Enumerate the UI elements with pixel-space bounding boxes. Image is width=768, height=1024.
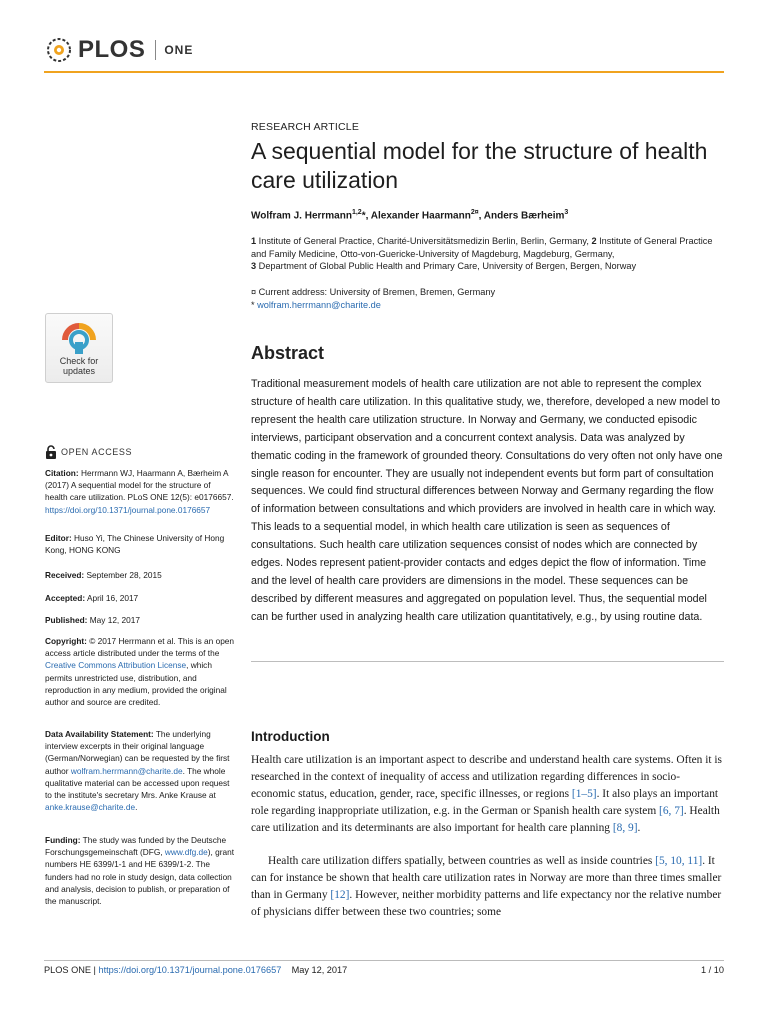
footer-citation	[44, 965, 347, 975]
published-date: May 12, 2017	[87, 615, 141, 625]
affiliation-number: 1	[251, 236, 257, 246]
intro-paragraph-2	[251, 853, 723, 921]
citation-text: Herrmann WJ, Haarmann A, Bærheim A (2017) A sequential model for the structure of health care utilization. PLoS ONE 12(5): e0176657.	[45, 468, 234, 503]
open-access-badge	[45, 445, 132, 459]
abstract-heading: Abstract	[251, 343, 325, 363]
article-type: RESEARCH ARTICLE	[251, 121, 360, 133]
reference-link[interactable]: [6, 7]	[659, 804, 684, 817]
data-availability-text: . The whole qualitative material can be accessed upon request to the institute's secretary Mrs. Anke Krause at	[45, 765, 230, 801]
intro-text: . However, neither morbidity patterns and life expectancy nor the relative number of physicians differ between these two countries; some	[251, 888, 722, 918]
dfg-link[interactable]: www.dfg.de	[164, 847, 208, 858]
intro-text: .	[637, 821, 641, 834]
accepted-label: Accepted:	[45, 593, 86, 603]
footer-date: May 12, 2017	[291, 965, 348, 975]
footer-rule	[44, 960, 724, 961]
funding-label: Funding:	[45, 835, 81, 845]
author-name[interactable]: Wolfram J. Herrmann	[251, 210, 352, 222]
introduction-heading: Introduction	[251, 729, 330, 744]
license-link[interactable]: Creative Commons Attribution License	[45, 660, 187, 671]
accepted-block	[45, 592, 235, 604]
published-block	[45, 614, 235, 626]
copyright-text: © 2017 Herrmann et al. This is an open access article distributed under the terms of the	[45, 636, 235, 659]
data-availability-text: The underlying interview excerpts in their original language (German/Norwegian) can be requested by the first author	[45, 729, 230, 776]
open-lock-icon	[45, 445, 57, 459]
updates-line-2: updates	[62, 366, 96, 376]
updates-line-1: Check for	[59, 356, 99, 366]
update-badge-icon	[60, 320, 98, 354]
open-access-label: OPEN ACCESS	[61, 447, 133, 457]
corresponding-mark: *	[361, 210, 366, 222]
copyright-text: , which permits unrestricted use, distribution, and reproduction in any medium, provided the original author and source are credited.	[45, 660, 227, 708]
accepted-date: April 16, 2017	[85, 593, 139, 603]
abstract-text: Traditional measurement models of health care utilization are not able to represent the complex structure of health care utilization. In this qualitative study, we, therefore, developed a new model to represent the health care utilization structure. In Norway and Germany, we conducted episodic interviews, participant observation and a concurrent context analysis. Data was analyzed by thematic coding in the framework of grounded theory. Consultations do very often not only have one single reason for encounter. They are usually not independent events but form part of consultation sequences. We could find structural differences between Norway and Germany regarding the flow of information between consultations and which providers are involved in health care in which way. This leads to a sequential model, in which health care utilization is seen as sequences of consultations. Such health care utilization sequences consist of nodes which are connected by edges. Nodes represent patient-provider contacts and edges depict the flow of information. Time and the level of health care providers are dimensions in the model. These sequences can be described by different measures and aggregated on population level. Thus, the sequential model can be further used in analyzing health care utilization quantitatively, e.g., by using routine data.	[251, 378, 723, 623]
intro-text: . It also plays an important role regarding inappropriate utilization, e.g. in the German or Spanish health care system	[251, 787, 719, 817]
secretary-email-link[interactable]: anke.krause@charite.de	[45, 802, 136, 813]
data-availability-text: .	[135, 802, 138, 813]
plos-one-logo[interactable]	[44, 32, 193, 68]
check-for-updates-button[interactable]	[45, 313, 113, 383]
author-list	[251, 209, 568, 221]
citation-label: Citation:	[45, 468, 79, 478]
affiliation-number: 2	[591, 236, 597, 246]
corresponding-author	[251, 300, 381, 310]
received-block	[45, 569, 235, 581]
author-name[interactable]: , Alexander Haarmann	[365, 210, 471, 222]
affiliations	[251, 235, 721, 273]
journal-name: ONE	[164, 43, 194, 57]
received-date: September 28, 2015	[84, 570, 162, 580]
header-rule	[44, 71, 724, 73]
intro-text: Health care utilization differs spatially, between countries as well as inside countries	[268, 855, 656, 867]
intro-text: . It can for instance be shown that health care utilization rates in Norway are more than three times smaller than in Germany	[251, 855, 722, 901]
plos-logo-icon	[44, 35, 74, 65]
author-name[interactable]: , Anders Bærheim	[478, 210, 565, 222]
reference-link[interactable]: [1–5]	[571, 787, 597, 800]
affiliation-text: Institute of General Practice, Charité-Universitätsmedizin Berlin, Berlin, Germany,	[256, 236, 592, 246]
brand-name: PLOS	[78, 36, 146, 63]
affiliation-text: Department of Global Public Health and Primary Care, University of Bergen, Bergen, Norway	[256, 261, 637, 272]
affiliation-number: 3	[251, 261, 257, 272]
intro-text: Health care utilization is an important aspect to describe and understand health care systems. Often it is researched in the context of inequality of access and utilization regarding differences in socio-economic status, education, gender, race, specific illnesses, or regions	[251, 754, 722, 800]
editor-text: Huso Yi, The Chinese University of Hong Kong, HONG KONG	[45, 533, 225, 556]
abstract-rule	[251, 661, 724, 662]
reference-link[interactable]: [5, 10, 11]	[655, 855, 703, 867]
received-label: Received:	[45, 570, 85, 580]
first-author-email-link[interactable]: wolfram.herrmann@charite.de	[70, 765, 183, 776]
editor-label: Editor:	[45, 533, 72, 543]
footer-doi-link[interactable]: https://doi.org/10.1371/journal.pone.0176657	[98, 965, 282, 975]
citation-block	[45, 467, 235, 516]
funding-text: ), grant numbers HE 6399/1-1 and HE 6399/1-2. The funders had no role in study design, data collection and analysis, decision to publish, or preparation of the manuscript.	[45, 847, 235, 907]
editor-block	[45, 532, 235, 556]
intro-paragraph-1	[251, 752, 723, 837]
article-title: A sequential model for the structure of health care utilization	[251, 138, 708, 193]
funding-block	[45, 834, 235, 907]
copyright-label: Copyright:	[45, 636, 87, 646]
intro-text: . Health care utilization and its determinants are also important for health care planning	[251, 804, 720, 834]
citation-doi-link[interactable]: https://doi.org/10.1371/journal.pone.0176657	[45, 504, 211, 515]
copyright-block	[45, 635, 235, 708]
corresponding-prefix: *	[251, 300, 258, 310]
affiliation-marks: 3	[564, 209, 569, 216]
reference-link[interactable]: [12]	[330, 888, 350, 901]
footer-journal: PLOS ONE |	[44, 965, 99, 975]
published-label: Published:	[45, 615, 88, 625]
affiliation-marks: 1,2	[351, 209, 362, 216]
funding-text: The study was funded by the Deutsche Forschungsgemeinschaft (DFG,	[45, 835, 227, 858]
current-address: ¤ Current address: University of Bremen, Bremen, Germany	[251, 287, 496, 297]
page-number: 1 / 10	[701, 965, 724, 975]
affiliation-marks: 2¤	[470, 209, 479, 216]
reference-link[interactable]: [8, 9]	[612, 821, 638, 834]
data-availability-block	[45, 728, 235, 813]
affiliation-text: Institute of General Practice and Family Medicine, Otto-von-Guericke-University of Magdeburg, Magdeburg, Germany,	[251, 236, 713, 259]
corresponding-email-link[interactable]: wolfram.herrmann@charite.de	[257, 300, 381, 310]
data-availability-label: Data Availability Statement:	[45, 729, 154, 739]
logo-divider	[155, 40, 156, 60]
